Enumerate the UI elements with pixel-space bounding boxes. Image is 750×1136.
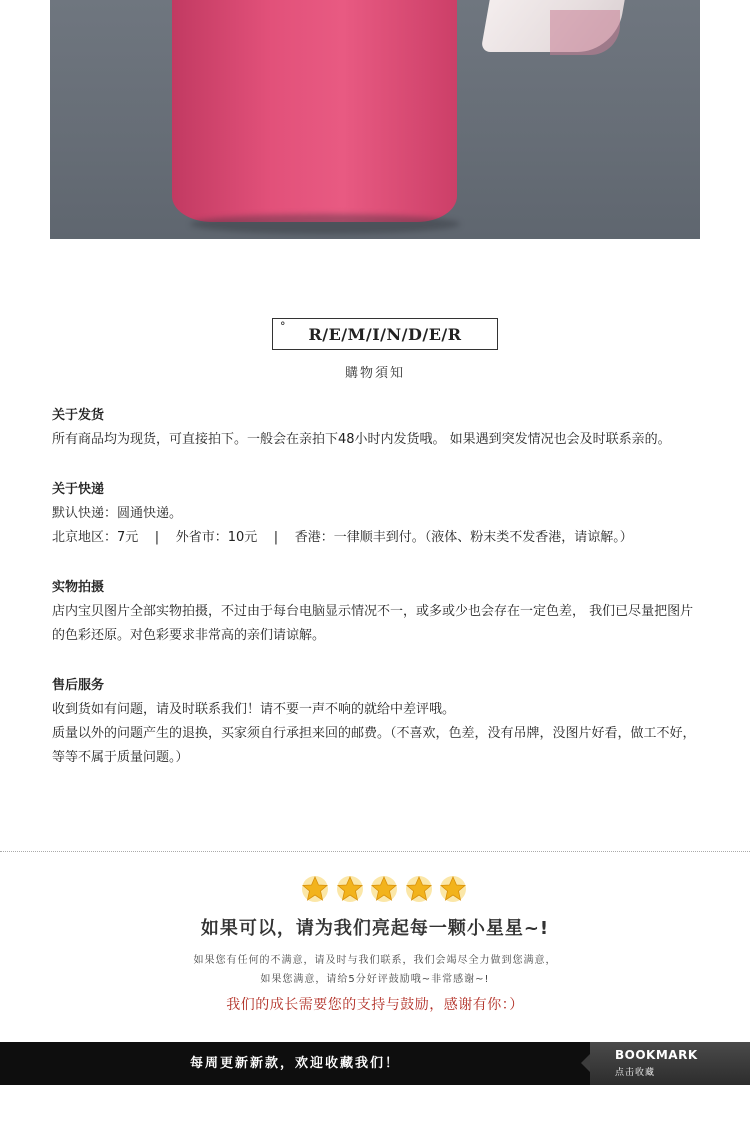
reminder-dot: ° <box>280 320 286 333</box>
bookmark-label-en: BOOKMARK <box>615 1048 698 1062</box>
rating-thanks: 我们的成长需要您的支持与鼓励，感谢有你：） <box>226 997 524 1013</box>
pink-cup-shape <box>172 0 457 222</box>
cup-shadow <box>190 214 460 234</box>
rating-stars <box>300 874 468 908</box>
section-after-sales <box>52 674 702 770</box>
bookmark-label-cn: 点击收藏 <box>615 1068 656 1078</box>
reminder-title: R/E/M/I/N/D/E/R <box>308 325 462 344</box>
footer-slogan: 每周更新新款，欢迎收藏我们！ <box>189 1056 400 1071</box>
star-icon <box>369 874 399 904</box>
section-shipping <box>52 404 702 452</box>
reminder-subtitle: 購物須知 <box>344 366 405 381</box>
rating-line-2: 如果您满意，请给5分好评鼓励哦~非常感谢~! <box>260 974 490 985</box>
section-photos <box>52 576 702 648</box>
reminder-title-box <box>272 318 498 350</box>
star-icon <box>300 874 330 904</box>
section-text: 质量以外的问题产生的退换，买家须自行承担来回的邮费。（不喜欢，色差，没有吊牌，没图片好看，做工不好，等等不属于质量问题。） <box>52 726 696 765</box>
rating-line-1: 如果您有任何的不满意，请及时与我们联系，我们会竭尽全力做到您满意， <box>193 955 557 966</box>
dotted-divider <box>0 851 750 852</box>
section-text: 所有商品均为现货，可直接拍下。一般会在亲拍下48小时内发货哦。 如果遇到突发情况也会及时联系亲的。 <box>52 432 671 447</box>
section-text: 北京地区：7元 | 外省市：10元 | 香港：一律顺丰到付。（液体、粉末类不发香港，请谅解。） <box>52 530 633 545</box>
section-text: 收到货如有问题，请及时联系我们！请不要一声不响的就给中差评哦。 <box>52 702 456 717</box>
footer-bar <box>0 1042 750 1085</box>
star-icon <box>438 874 468 904</box>
section-heading: 关于发货 <box>52 408 105 423</box>
product-photo <box>50 0 700 239</box>
section-heading: 售后服务 <box>52 678 105 693</box>
section-text: 店内宝贝图片全部实物拍摄，不过由于每台电脑显示情况不一，或多或少也会存在一定色差， 我们已尽量把图片的色彩还原。对色彩要求非常高的亲们请谅解。 <box>52 604 694 643</box>
section-heading: 关于快递 <box>52 482 105 497</box>
paper-edge-shape <box>550 10 620 55</box>
star-icon <box>335 874 365 904</box>
section-heading: 实物拍摄 <box>52 580 105 595</box>
section-text: 默认快递：圆通快递。 <box>52 506 183 521</box>
star-icon <box>404 874 434 904</box>
section-express <box>52 478 702 550</box>
rating-title: 如果可以，请为我们亮起每一颗小星星~! <box>200 918 550 939</box>
bookmark-button[interactable] <box>590 1042 750 1085</box>
